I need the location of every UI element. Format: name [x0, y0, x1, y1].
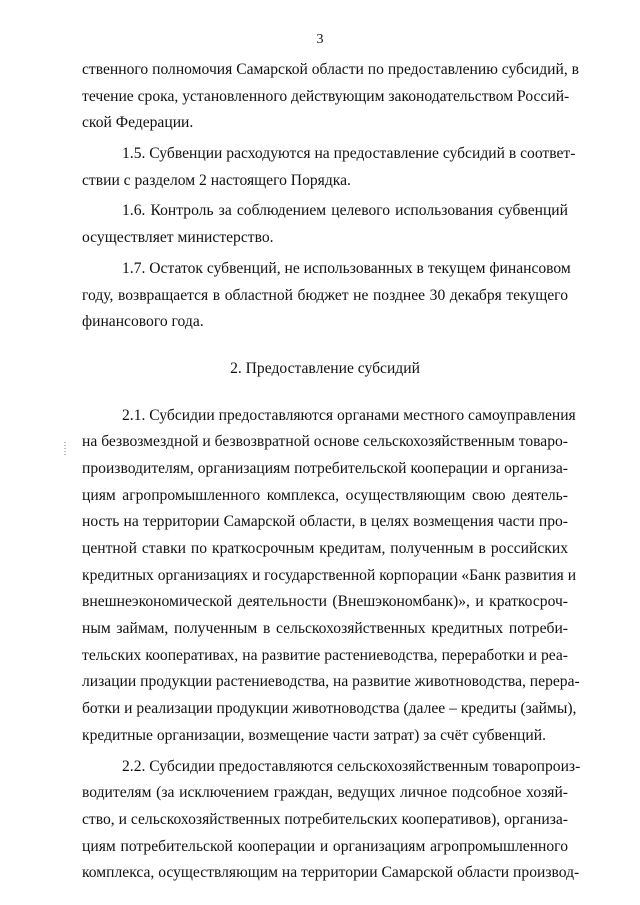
- scan-artifact: [64, 442, 66, 456]
- text-line: ственного полномочия Самарской области по предоставлению субсидий, в: [82, 61, 580, 78]
- text-line: 2.2. Субсидии предоставляются сельскохозяйственным товаропроиз-: [122, 757, 581, 775]
- paragraph-1-7: [82, 256, 571, 336]
- text-line: 1.5. Субвенции расходуются на предоставление субсидий в соответ-: [122, 145, 576, 163]
- text-line: кредитных организациях и государственной корпорации «Банк развития и: [82, 566, 577, 584]
- text-line: течение срока, установленного действующим законодательством Россий-: [82, 87, 570, 105]
- text-line: году, возвращается в областной бюджет не позднее 30 декабря текущего: [82, 286, 568, 304]
- text-line: ность на территории Самарской области, в целях возмещения части про-: [82, 513, 568, 531]
- text-line: тельских кооперативах, на развитие растениеводства, переработки и реа-: [82, 646, 568, 664]
- paragraph-2-2: [82, 754, 581, 887]
- document-body: [82, 57, 581, 887]
- text-line: осуществляет министерство.: [82, 229, 274, 247]
- text-line: 1.7. Остаток субвенций, не использованных в текущем финансовом: [122, 259, 571, 277]
- paragraph-1-5: [82, 141, 576, 194]
- text-line: циям агропромышленного комплекса, осуществляющим свою деятель-: [82, 486, 568, 504]
- text-line: финансового года.: [82, 313, 204, 331]
- text-line: 1.6. Контроль за соблюдением целевого использования субвенций: [122, 202, 568, 220]
- text-line: ным займам, полученным в сельскохозяйственных кредитных потреби-: [82, 620, 568, 638]
- page-number: 3: [316, 32, 324, 47]
- text-line: ской Федерации.: [82, 114, 194, 132]
- paragraph-continuation: [82, 57, 580, 137]
- paragraph-1-6: [82, 198, 568, 251]
- text-line: комплекса, осуществляющим на территории Самарской области производ-: [82, 864, 580, 882]
- text-line: на безвозмездной и безвозвратной основе сельскохозяйственным товаро-: [82, 433, 568, 451]
- text-line: водителям (за исключением граждан, ведущих личное подсобное хозяй-: [82, 784, 568, 802]
- paragraph-2-1: [82, 403, 580, 750]
- text-line: 2.1. Субсидии предоставляются органами местного самоуправления: [122, 406, 576, 424]
- text-line: ство, и сельскохозяйственных потребительских кооперативов), организа-: [82, 810, 568, 828]
- text-line: центной ставки по краткосрочным кредитам, полученным в российских: [82, 540, 568, 557]
- text-line: циям потребительской кооперации и организациям агропромышленного: [82, 837, 568, 855]
- text-line: ствии с разделом 2 настоящего Порядка.: [82, 171, 351, 189]
- text-line: лизации продукции растениеводства, на развитие животноводства, перера-: [82, 673, 580, 691]
- text-line: производителям, организациям потребительской кооперации и организа-: [82, 459, 568, 477]
- text-line: кредитные организации, возмещение части затрат) за счёт субвенций.: [82, 726, 546, 744]
- text-line: внешнеэкономической деятельности (Внешэкономбанк)», и краткосроч-: [82, 593, 568, 611]
- section-heading: 2. Предоставление субсидий: [230, 359, 420, 377]
- text-line: ботки и реализации продукции животноводства (далее – кредиты (займы),: [82, 700, 577, 718]
